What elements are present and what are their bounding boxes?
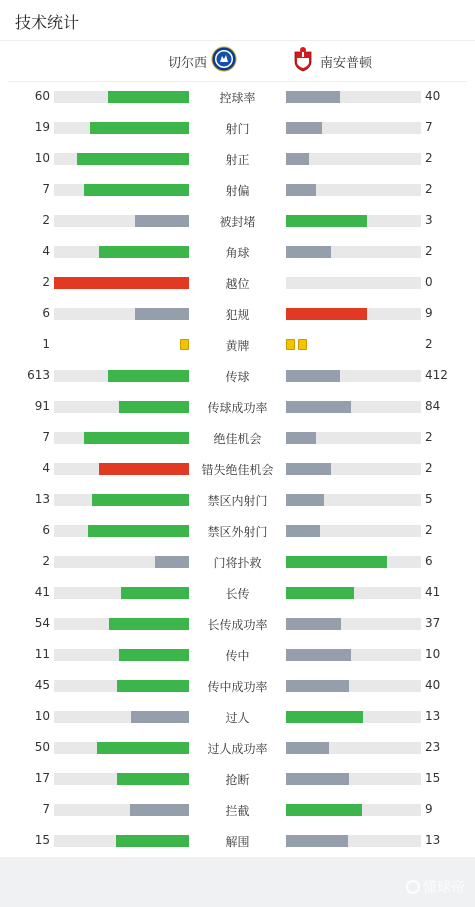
stat-label: 过人	[225, 711, 250, 725]
home-cards	[180, 339, 189, 350]
away-bar-track	[286, 463, 421, 475]
home-bar	[135, 308, 189, 320]
divider	[0, 40, 475, 41]
home-team-name: 切尔西	[167, 55, 207, 71]
yellow-card-icon	[286, 339, 295, 350]
away-bar-track	[286, 153, 421, 165]
away-bar-track	[286, 804, 421, 816]
home-value: 2	[42, 275, 50, 289]
away-bar	[286, 246, 331, 258]
home-bar	[99, 463, 189, 475]
stat-label: 禁区外射门	[207, 525, 268, 539]
home-value: 2	[42, 554, 50, 568]
stat-label: 抢断	[225, 773, 250, 787]
away-bar-track	[286, 525, 421, 537]
away-bar	[286, 556, 387, 568]
stat-label: 长传成功率	[207, 618, 268, 632]
home-value: 7	[42, 802, 50, 816]
stat-label: 传中	[225, 649, 250, 663]
home-value: 17	[34, 771, 50, 785]
stat-label: 解围	[225, 835, 250, 849]
home-bar	[109, 618, 189, 630]
home-bar	[121, 587, 189, 599]
home-bar-track	[54, 618, 189, 630]
home-bar	[130, 804, 189, 816]
stat-row	[0, 236, 475, 267]
away-bar-track	[286, 401, 421, 413]
stat-row	[0, 422, 475, 453]
home-bar	[88, 525, 189, 537]
home-bar-track	[54, 246, 189, 258]
home-bar	[119, 401, 189, 413]
stat-row	[0, 298, 475, 329]
away-bar	[286, 525, 320, 537]
away-bar	[286, 587, 354, 599]
footer-bar	[0, 857, 475, 907]
away-value: 10	[425, 647, 441, 661]
home-bar-track	[54, 587, 189, 599]
stat-row	[0, 546, 475, 577]
home-bar	[99, 246, 189, 258]
stat-label: 错失绝佳机会	[201, 463, 274, 477]
home-value: 10	[34, 709, 50, 723]
away-value: 2	[425, 182, 433, 196]
stat-row	[0, 577, 475, 608]
away-bar	[286, 153, 309, 165]
home-bar-track	[54, 649, 189, 661]
home-bar-track	[54, 556, 189, 568]
stat-label: 射正	[225, 153, 250, 167]
home-bar	[90, 122, 189, 134]
away-bar	[286, 804, 362, 816]
stat-label: 绝佳机会	[213, 432, 262, 446]
home-bar	[97, 742, 189, 754]
away-bar	[286, 773, 349, 785]
home-value: 45	[34, 678, 50, 692]
home-bar	[77, 153, 189, 165]
away-value: 13	[425, 833, 441, 847]
watermark-text: 懂球帝	[423, 880, 465, 896]
stat-label: 黄牌	[225, 339, 250, 353]
away-bar-track	[286, 742, 421, 754]
home-value: 7	[42, 430, 50, 444]
yellow-card-icon	[180, 339, 189, 350]
stat-row	[0, 360, 475, 391]
yellow-card-icon	[298, 339, 307, 350]
away-team[interactable]	[290, 46, 372, 76]
away-bar-track	[286, 277, 421, 289]
away-value: 2	[425, 461, 433, 475]
home-bar-track	[54, 835, 189, 847]
home-value: 7	[42, 182, 50, 196]
away-value: 40	[425, 89, 441, 103]
stat-label: 射门	[225, 122, 250, 136]
away-bar	[286, 91, 340, 103]
away-bar-track	[286, 215, 421, 227]
stat-row	[0, 515, 475, 546]
home-bar-track	[54, 804, 189, 816]
watermark	[406, 877, 465, 897]
away-value: 37	[425, 616, 441, 630]
stat-row	[0, 763, 475, 794]
away-bar-track	[286, 184, 421, 196]
away-bar-track	[286, 494, 421, 506]
home-value: 13	[34, 492, 50, 506]
home-value: 4	[42, 461, 50, 475]
stat-label: 长传	[225, 587, 250, 601]
home-value: 19	[34, 120, 50, 134]
away-value: 412	[425, 368, 448, 382]
home-value: 54	[34, 616, 50, 630]
stat-label: 传球成功率	[207, 401, 268, 415]
home-bar-track	[54, 91, 189, 103]
stat-label: 控球率	[219, 91, 256, 105]
home-value: 6	[42, 523, 50, 537]
stat-label: 传球	[225, 370, 250, 384]
stat-row	[0, 112, 475, 143]
home-bar-track	[54, 184, 189, 196]
stat-row	[0, 143, 475, 174]
home-bar-track	[54, 463, 189, 475]
away-bar-track	[286, 556, 421, 568]
stat-label: 角球	[225, 246, 250, 260]
stat-row	[0, 329, 475, 360]
home-value: 91	[34, 399, 50, 413]
away-value: 0	[425, 275, 433, 289]
stat-row	[0, 484, 475, 515]
away-bar	[286, 308, 367, 320]
home-bar-track	[54, 773, 189, 785]
away-bar	[286, 618, 341, 630]
away-value: 40	[425, 678, 441, 692]
away-bar	[286, 711, 363, 723]
stat-label: 拦截	[225, 804, 250, 818]
away-value: 3	[425, 213, 433, 227]
away-cards	[286, 339, 307, 350]
away-bar	[286, 370, 340, 382]
stat-label: 射偏	[225, 184, 250, 198]
home-bar-track	[54, 122, 189, 134]
away-bar	[286, 184, 316, 196]
stat-label: 越位	[225, 277, 250, 291]
away-value: 23	[425, 740, 441, 754]
home-value: 41	[34, 585, 50, 599]
stat-label: 犯规	[225, 308, 250, 322]
home-value: 6	[42, 306, 50, 320]
stat-row	[0, 453, 475, 484]
away-bar-track	[286, 649, 421, 661]
home-bar-track	[54, 277, 189, 289]
away-bar-track	[286, 773, 421, 785]
away-value: 9	[425, 306, 433, 320]
away-bar-track	[286, 680, 421, 692]
southampton-crest-icon	[290, 46, 316, 76]
away-bar-track	[286, 370, 421, 382]
away-bar	[286, 742, 329, 754]
away-value: 2	[425, 151, 433, 165]
stat-label: 传中成功率	[207, 680, 268, 694]
home-bar-track	[54, 711, 189, 723]
home-value: 1	[42, 337, 50, 351]
home-bar	[84, 184, 189, 196]
stat-row	[0, 732, 475, 763]
home-value: 2	[42, 213, 50, 227]
away-bar	[286, 649, 351, 661]
chelsea-crest-icon	[211, 46, 237, 76]
stat-row	[0, 825, 475, 856]
stat-row	[0, 81, 475, 112]
away-value: 2	[425, 337, 433, 351]
away-bar	[286, 122, 322, 134]
home-value: 15	[34, 833, 50, 847]
home-bar	[135, 215, 189, 227]
away-value: 5	[425, 492, 433, 506]
stat-row	[0, 267, 475, 298]
away-value: 9	[425, 802, 433, 816]
home-bar	[131, 711, 189, 723]
home-bar-track	[54, 308, 189, 320]
home-bar	[54, 277, 189, 289]
home-bar	[84, 432, 189, 444]
home-bar	[117, 680, 189, 692]
away-value: 15	[425, 771, 441, 785]
away-bar	[286, 463, 331, 475]
away-value: 2	[425, 244, 433, 258]
home-bar	[108, 370, 189, 382]
away-value: 6	[425, 554, 433, 568]
away-bar	[286, 215, 367, 227]
stat-label: 门将扑救	[213, 556, 262, 570]
stat-label: 禁区内射门	[207, 494, 268, 508]
away-value: 7	[425, 120, 433, 134]
stat-label: 被封堵	[219, 215, 256, 229]
away-bar-track	[286, 835, 421, 847]
page-title: 技术统计	[15, 13, 80, 32]
home-value: 50	[34, 740, 50, 754]
stat-row	[0, 670, 475, 701]
home-bar-track	[54, 370, 189, 382]
stat-row	[0, 794, 475, 825]
home-bar-track	[54, 742, 189, 754]
away-value: 2	[425, 430, 433, 444]
home-bar-track	[54, 680, 189, 692]
home-bar	[108, 91, 189, 103]
away-bar	[286, 835, 348, 847]
home-bar-track	[54, 525, 189, 537]
away-value: 41	[425, 585, 441, 599]
home-value: 4	[42, 244, 50, 258]
away-value: 2	[425, 523, 433, 537]
stat-row	[0, 639, 475, 670]
home-value: 613	[27, 368, 50, 382]
away-value: 84	[425, 399, 441, 413]
home-bar	[116, 835, 189, 847]
teams-header	[0, 46, 475, 78]
home-value: 60	[34, 89, 50, 103]
home-bar	[92, 494, 189, 506]
away-bar-track	[286, 91, 421, 103]
home-bar-track	[54, 494, 189, 506]
stat-row	[0, 608, 475, 639]
home-bar-track	[54, 153, 189, 165]
home-bar	[119, 649, 189, 661]
home-bar	[117, 773, 189, 785]
away-bar	[286, 401, 351, 413]
stat-row	[0, 391, 475, 422]
away-bar-track	[286, 246, 421, 258]
away-bar-track	[286, 587, 421, 599]
away-bar-track	[286, 711, 421, 723]
away-bar-track	[286, 618, 421, 630]
home-value: 11	[34, 647, 50, 661]
away-team-name: 南安普顿	[320, 55, 373, 71]
stat-row	[0, 205, 475, 236]
away-bar-track	[286, 308, 421, 320]
away-bar-track	[286, 122, 421, 134]
away-bar	[286, 432, 316, 444]
away-value: 13	[425, 709, 441, 723]
home-team[interactable]	[168, 46, 237, 76]
stat-row	[0, 174, 475, 205]
away-bar-track	[286, 432, 421, 444]
home-bar-track	[54, 401, 189, 413]
home-value: 10	[34, 151, 50, 165]
home-bar-track	[54, 215, 189, 227]
away-bar	[286, 680, 349, 692]
stat-label: 过人成功率	[207, 742, 268, 756]
away-bar	[286, 494, 324, 506]
stat-row	[0, 701, 475, 732]
home-bar	[155, 556, 189, 568]
watermark-logo-icon	[406, 880, 420, 894]
home-bar-track	[54, 432, 189, 444]
stats-list	[0, 81, 475, 856]
